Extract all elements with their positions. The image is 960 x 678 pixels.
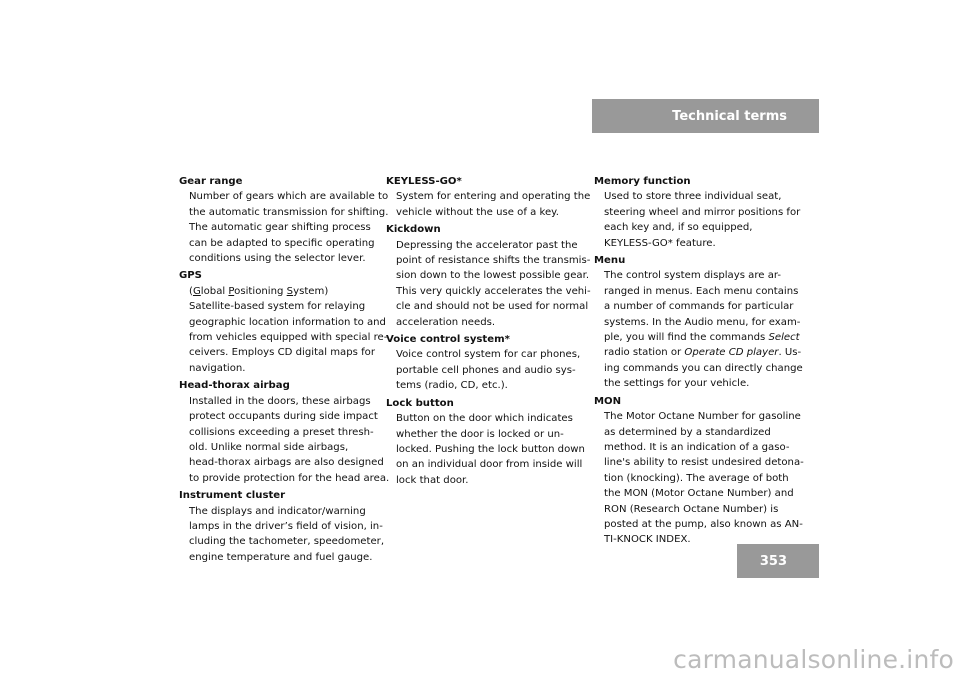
definition-line: tems (radio, CD, etc.). bbox=[396, 380, 508, 392]
definition-line: sion down to the lowest possible gear. bbox=[396, 270, 590, 282]
glossary-definition bbox=[386, 189, 591, 220]
definition-line: Button on the door which indicates bbox=[396, 413, 573, 425]
glossary-entry bbox=[386, 332, 586, 394]
definition-line: vehicle without the use of a key. bbox=[396, 206, 559, 218]
definition-line: whether the door is locked or un- bbox=[396, 428, 564, 440]
definition-line: protect occupants during side impact bbox=[189, 411, 378, 423]
definition-line: geographic location information to and bbox=[189, 316, 386, 328]
definition-line: ple, you will find the commands Select bbox=[604, 332, 800, 344]
definition-line: old. Unlike normal side airbags, bbox=[189, 441, 349, 453]
glossary-entry bbox=[179, 268, 388, 376]
definition-line: cle and should not be used for normal bbox=[396, 301, 589, 313]
section-title: Technical terms bbox=[672, 108, 787, 124]
definition-line: Depressing the accelerator past the bbox=[396, 239, 578, 251]
glossary-term: Kickdown bbox=[386, 224, 441, 236]
glossary-definition bbox=[594, 409, 804, 548]
watermark: carmanualsonline.info bbox=[673, 645, 954, 674]
glossary-definition bbox=[179, 504, 385, 566]
glossary-term: Head-thorax airbag bbox=[179, 380, 290, 392]
definition-line: head-thorax airbags are also designed bbox=[189, 457, 384, 469]
glossary-definition bbox=[594, 189, 801, 251]
definition-line: Satellite-based system for relaying bbox=[189, 301, 366, 313]
column-right bbox=[594, 174, 804, 550]
definition-line: collisions exceeding a preset thresh- bbox=[189, 426, 374, 438]
definition-line: The Motor Octane Number for gasoline bbox=[604, 411, 801, 423]
definition-line: The automatic gear shifting process bbox=[189, 222, 371, 234]
definition-line: line's ability to resist undesired detona- bbox=[604, 457, 804, 469]
definition-line: to provide protection for the head area. bbox=[189, 472, 390, 484]
glossary-term: Voice control system* bbox=[386, 334, 510, 346]
definition-line: KEYLESS-GO* feature. bbox=[604, 237, 716, 249]
definition-line: The displays and indicator/warning bbox=[189, 505, 366, 517]
glossary-entry bbox=[594, 253, 803, 392]
glossary-term: KEYLESS-GO* bbox=[386, 176, 462, 187]
definition-line: engine temperature and fuel gauge. bbox=[189, 551, 373, 563]
definition-line: as determined by a standardized bbox=[604, 426, 771, 438]
definition-line: can be adapted to specific operating bbox=[189, 237, 375, 249]
definition-line: tion (knocking). The average of both bbox=[604, 472, 789, 484]
definition-line: ing commands you can directly change bbox=[604, 362, 803, 374]
glossary-term: Instrument cluster bbox=[179, 490, 286, 502]
definition-line: posted at the pump, also known as AN- bbox=[604, 518, 803, 530]
definition-line: Used to store three individual seat, bbox=[604, 191, 782, 203]
glossary-entry bbox=[179, 378, 390, 486]
glossary-term: Lock button bbox=[386, 397, 454, 409]
glossary-term: Gear range bbox=[179, 176, 243, 187]
page-number: 353 bbox=[759, 553, 787, 569]
definition-line: a number of commands for particular bbox=[604, 301, 794, 313]
definition-line: ranged in menus. Each menu contains bbox=[604, 285, 799, 297]
definition-line: portable cell phones and audio sys- bbox=[396, 364, 576, 376]
glossary-definition bbox=[386, 238, 591, 330]
column-left bbox=[179, 174, 390, 567]
glossary-entry bbox=[179, 174, 389, 266]
glossary-entry bbox=[386, 396, 586, 488]
glossary-entry bbox=[386, 174, 591, 220]
definition-line: lock that door. bbox=[396, 474, 469, 486]
glossary-definition bbox=[386, 347, 586, 393]
glossary-term: MON bbox=[594, 395, 622, 407]
definition-line: lamps in the driver’s field of vision, in- bbox=[189, 520, 383, 532]
definition-line: Installed in the doors, these airbags bbox=[189, 395, 371, 407]
definition-line: ceivers. Employs CD digital maps for bbox=[189, 347, 375, 359]
definition-line: Voice control system for car phones, bbox=[396, 349, 581, 361]
glossary-term: Memory function bbox=[594, 176, 691, 187]
glossary-definition bbox=[179, 394, 390, 486]
glossary-entry bbox=[594, 174, 801, 251]
definition-line: cluding the tachometer, speedometer, bbox=[189, 536, 385, 548]
definition-line: systems. In the Audio menu, for exam- bbox=[604, 316, 801, 328]
definition-line: radio station or Operate CD player. Us- bbox=[604, 347, 802, 359]
definition-line: method. It is an indication of a gaso- bbox=[604, 441, 790, 453]
column-middle bbox=[386, 174, 591, 490]
glossary-definition bbox=[386, 411, 586, 488]
glossary-entry bbox=[594, 394, 804, 548]
definition-line: the settings for your vehicle. bbox=[604, 378, 750, 390]
definition-line: RON (Research Octane Number) is bbox=[604, 503, 779, 515]
definition-line: conditions using the selector lever. bbox=[189, 253, 366, 265]
glossary-term: Menu bbox=[594, 255, 626, 267]
definition-line: the MON (Motor Octane Number) and bbox=[604, 488, 794, 500]
definition-line: the automatic transmission for shifting. bbox=[189, 206, 389, 218]
definition-line: on an individual door from inside will bbox=[396, 459, 583, 471]
section-title-tab bbox=[592, 99, 819, 133]
definition-line: steering wheel and mirror positions for bbox=[604, 206, 801, 218]
definition-line: System for entering and operating the bbox=[396, 191, 591, 203]
definition-line: locked. Pushing the lock button down bbox=[396, 443, 585, 455]
glossary-term: GPS bbox=[179, 270, 202, 282]
definition-line: Number of gears which are available to bbox=[189, 191, 389, 203]
glossary-entry bbox=[386, 222, 591, 330]
definition-line: acceleration needs. bbox=[396, 316, 496, 328]
definition-line: each key and, if so equipped, bbox=[604, 222, 753, 234]
definition-line: The control system displays are ar- bbox=[604, 270, 782, 282]
definition-line: TI-KNOCK INDEX. bbox=[604, 534, 691, 546]
page-number-tab bbox=[737, 544, 819, 578]
definition-line: from vehicles equipped with special re- bbox=[189, 332, 388, 344]
definition-line: (Global Positioning System) bbox=[189, 285, 329, 297]
glossary-entry bbox=[179, 488, 385, 565]
definition-line: navigation. bbox=[189, 362, 246, 374]
definition-line: point of resistance shifts the transmis- bbox=[396, 255, 591, 267]
glossary-definition bbox=[594, 268, 803, 391]
glossary-definition bbox=[179, 284, 388, 376]
definition-line: This very quickly accelerates the vehi- bbox=[396, 285, 591, 297]
glossary-definition bbox=[179, 189, 389, 266]
